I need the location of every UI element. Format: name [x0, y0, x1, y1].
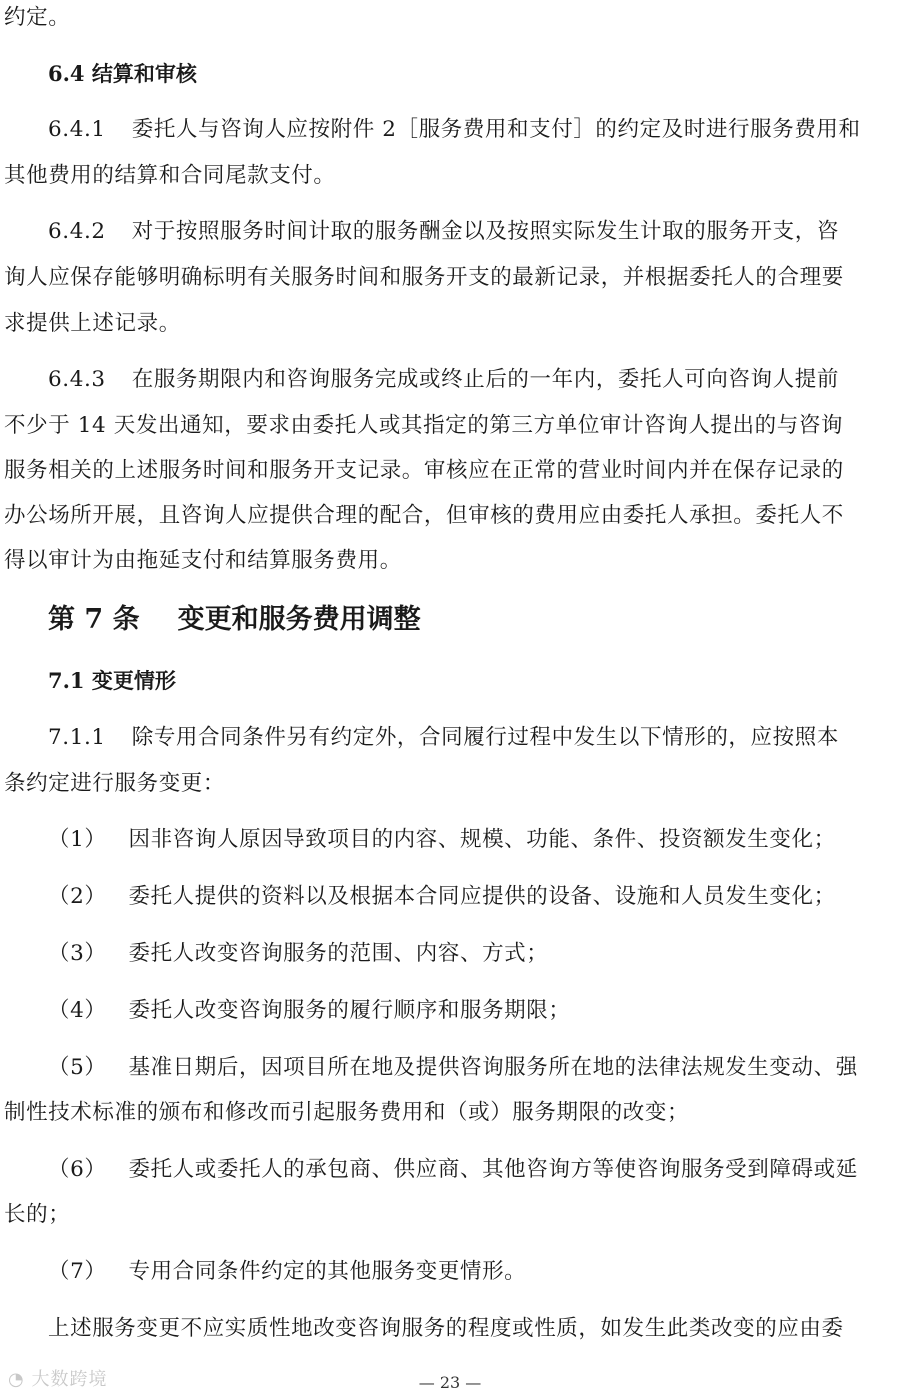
text-line: 条约定进行服务变更： — [4, 771, 226, 796]
article-number: 第 7 条 — [48, 604, 140, 635]
clause-text: 委托人与咨询人应按附件 2［服务费用和支付］的约定及时进行服务费用和 — [131, 117, 861, 142]
clause-7-1-1 — [48, 724, 884, 752]
list-text: 委托人改变咨询服务的范围、内容、方式； — [128, 941, 549, 966]
clause-text: 在服务期限内和咨询服务完成或终止后的一年内，委托人可向咨询人提前 — [131, 367, 839, 392]
text-line: 办公场所开展，且咨询人应提供合理的配合，但审核的费用应由委托人承担。委托人不 — [4, 503, 844, 528]
list-item-5 — [48, 1054, 884, 1082]
page-number: — 23 — — [418, 1373, 482, 1392]
list-text: 专用合同条件约定的其他服务变更情形。 — [128, 1259, 527, 1284]
list-text: 基准日期后，因项目所在地及提供咨询服务所在地的法律法规发生变动、强 — [128, 1055, 858, 1080]
text-line: 求提供上述记录。 — [4, 311, 181, 336]
text-line: 不少于 14 天发出通知，要求由委托人或其指定的第三方单位审计咨询人提出的与咨询 — [4, 413, 844, 438]
text-line: 服务相关的上述服务时间和服务开支记录。审核应在正常的营业时间内并在保存记录的 — [4, 458, 844, 483]
text-line: 约定。 — [4, 5, 71, 30]
text-line: 得以审计为由拖延支付和结算服务费用。 — [4, 548, 402, 573]
watermark-text: 大数跨境 — [31, 1369, 108, 1390]
list-number: （1） — [48, 827, 107, 852]
text-line: 长的； — [4, 1202, 71, 1227]
clause-6-4-3 — [48, 366, 884, 394]
list-text: 因非咨询人原因导致项目的内容、规模、功能、条件、投资额发生变化； — [128, 827, 836, 852]
list-number: （5） — [48, 1055, 107, 1080]
list-text: 委托人提供的资料以及根据本合同应提供的设备、设施和人员发生变化； — [128, 884, 836, 909]
section-heading-6-4: 6.4 结算和审核 — [48, 61, 197, 86]
list-number: （7） — [48, 1259, 107, 1284]
list-item-6 — [48, 1156, 884, 1184]
list-number: （6） — [48, 1157, 107, 1182]
list-text: 委托人或委托人的承包商、供应商、其他咨询方等使咨询服务受到障碍或延 — [128, 1157, 858, 1182]
list-item-3 — [48, 940, 884, 968]
text-line: 制性技术标准的颁布和修改而引起服务费用和（或）服务期限的改变； — [4, 1100, 690, 1125]
list-item-2 — [48, 883, 884, 911]
list-number: （3） — [48, 941, 107, 966]
clause-number: 6.4.2 — [48, 219, 106, 244]
clause-text: 对于按照服务时间计取的服务酬金以及按照实际发生计取的服务开支，咨 — [131, 219, 839, 244]
list-item-4 — [48, 997, 884, 1025]
clause-6-4-1 — [48, 116, 884, 144]
clause-6-4-2 — [48, 218, 884, 246]
article-7-heading — [48, 603, 421, 637]
watermark-icon: ◔ — [8, 1369, 25, 1390]
text-line: 上述服务变更不应实质性地改变咨询服务的程度或性质，如发生此类改变的应由委 — [48, 1316, 844, 1341]
article-title: 变更和服务费用调整 — [177, 604, 421, 635]
list-number: （2） — [48, 884, 107, 909]
list-item-1 — [48, 826, 884, 854]
clause-number: 7.1.1 — [48, 725, 106, 750]
clause-text: 除专用合同条件另有约定外，合同履行过程中发生以下情形的，应按照本 — [131, 725, 839, 750]
section-heading-7-1: 7.1 变更情形 — [48, 668, 176, 693]
list-text: 委托人改变咨询服务的履行顺序和服务期限； — [128, 998, 571, 1023]
clause-number: 6.4.1 — [48, 117, 106, 142]
list-item-7 — [48, 1258, 884, 1286]
text-line: 询人应保存能够明确标明有关服务时间和服务开支的最新记录，并根据委托人的合理要 — [4, 265, 844, 290]
clause-number: 6.4.3 — [48, 367, 106, 392]
text-line: 其他费用的结算和合同尾款支付。 — [4, 163, 336, 188]
list-number: （4） — [48, 998, 107, 1023]
